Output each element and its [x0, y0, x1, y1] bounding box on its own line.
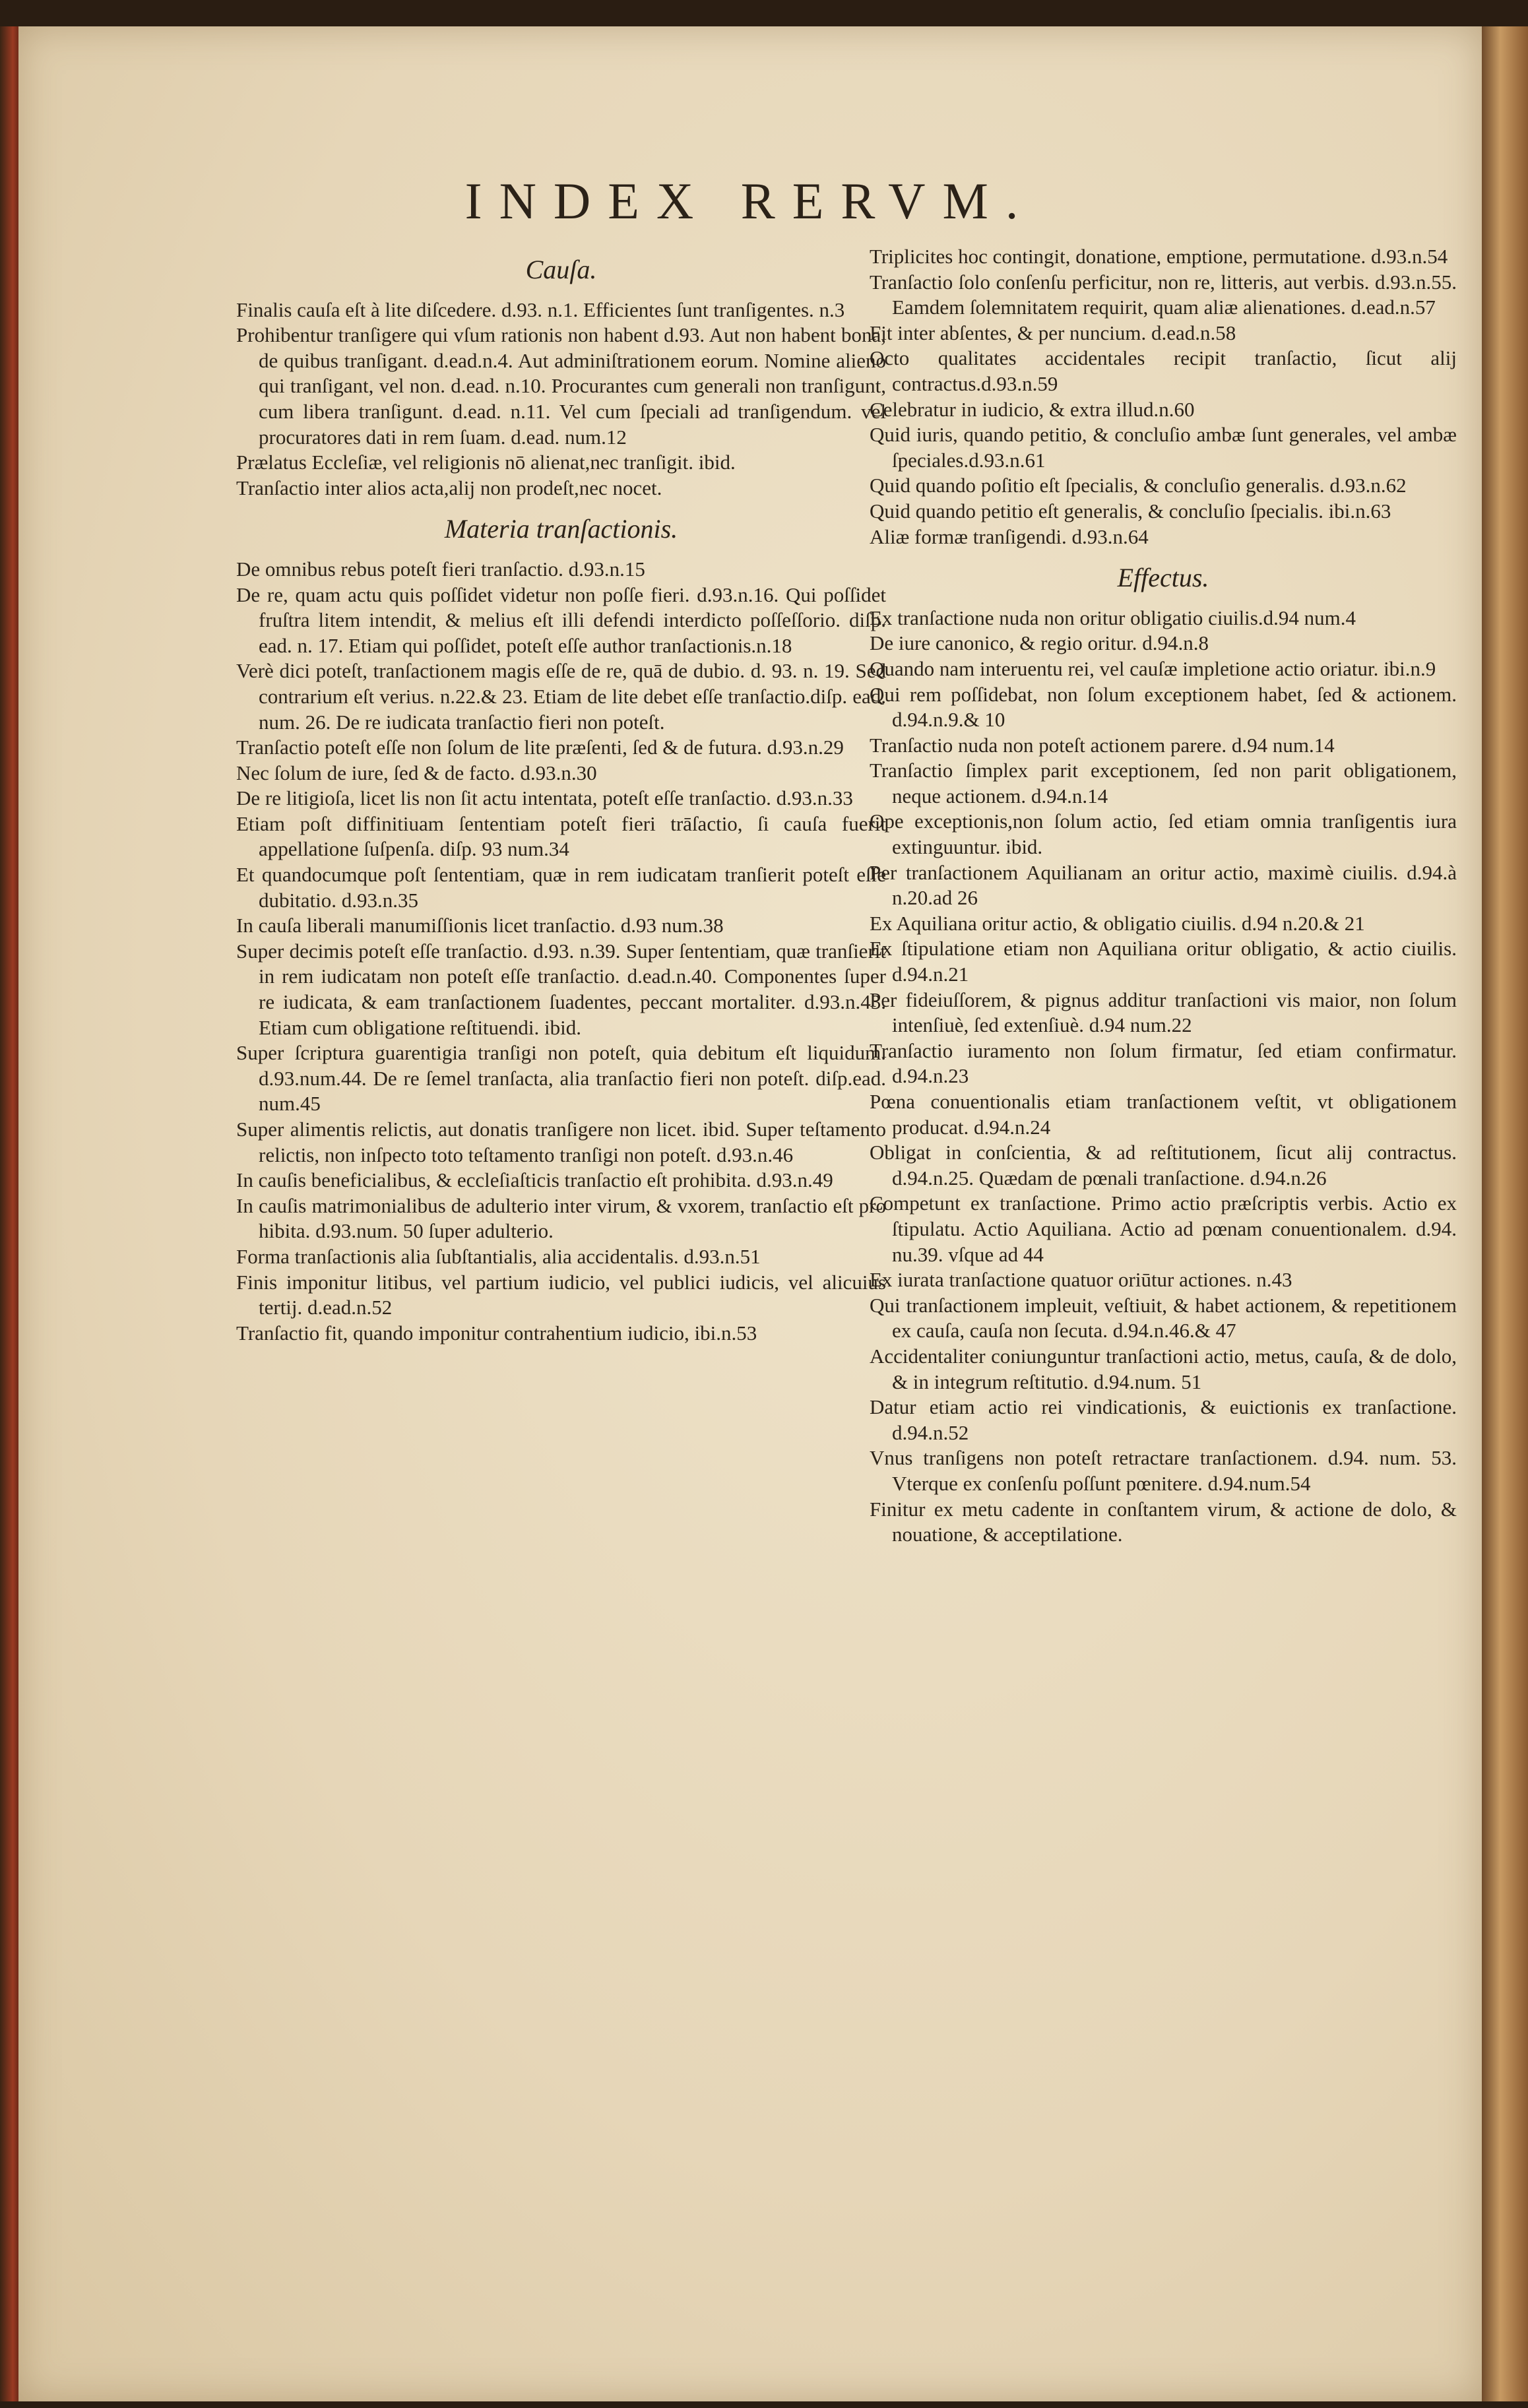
index-entry: Celebratur in iudicio, & extra illud.n.60 [870, 397, 1195, 421]
index-entry: Ex Aquiliana oritur actio, & obligatio ciuilis. d.94 n.20.& 21 [870, 911, 1365, 935]
index-entry: Tranſactio inter alios acta,alij non prodeſt,nec nocet. [236, 476, 662, 499]
book-binding-edge [0, 26, 18, 2401]
index-entry: Quid iuris, quando petitio, & concluſio ambæ ſunt generales, vel ambæ ſpeciales.d.93.n.61 [870, 423, 1457, 472]
index-entry: Per tranſactionem Aquilianam an oritur actio, maximè ciuilis. d.94.à n.20.ad 26 [870, 860, 1457, 910]
index-entry: In cauſa liberali manumiſſionis licet tranſactio. d.93 num.38 [236, 914, 724, 937]
section-heading-effectus: Effectus. [1117, 563, 1209, 593]
index-entry: Super ſcriptura guarentigia tranſigi non poteſt, quia debitum eſt liquidum. d.93.num.44. De re ſemel tranſacta, alia tranſactio fieri non poteſt. diſp.ead. num.45 [236, 1041, 886, 1116]
right-column [870, 244, 1457, 1548]
left-column [236, 244, 886, 1346]
section-heading-materia: Materia tranſactionis. [444, 514, 678, 544]
index-entry: Tranſactio ſimplex parit exceptionem, ſed non parit obligationem, neque actionem. d.94.n.14 [870, 759, 1457, 808]
index-entry: Forma tranſactionis alia ſubſtantialis, alia accidentalis. d.93.n.51 [236, 1244, 761, 1268]
index-entry: Datur etiam actio rei vindicationis, & euictionis ex tranſactione. d.94.n.52 [870, 1395, 1457, 1444]
index-entry: De re litigioſa, licet lis non ſit actu intentata, poteſt eſſe tranſactio. d.93.n.33 [236, 786, 853, 810]
index-entry: Et quandocumque poſt ſententiam, quæ in rem iudicatam tranſierit poteſt eſſe dubitatio. d.93.n.35 [236, 863, 886, 912]
index-entry: Etiam poſt diffinitiuam ſententiam poteſt fieri trāſactio, ſi cauſa fuerit appellatione ſuſpenſa. diſp. 93 num.34 [236, 811, 886, 861]
index-entry: Vnus tranſigens non poteſt retractare tranſactionem. d.94. num. 53. Vterque ex conſenſu poſſunt pœnitere. d.94.num.54 [870, 1446, 1457, 1495]
index-entry: Pœna conuentionalis etiam tranſactionem veſtit, vt obligationem producat. d.94.n.24 [870, 1090, 1457, 1139]
index-entry: Aliæ formæ tranſigendi. d.93.n.64 [870, 524, 1149, 548]
index-entry: De omnibus rebus poteſt fieri tranſactio. d.93.n.15 [236, 557, 645, 581]
index-entry: Super alimentis relictis, aut donatis tranſigere non licet. ibid. Super teſtamento relictis, non inſpecto toto teſtamento tranſigi non poteſt. d.93.n.46 [236, 1118, 886, 1166]
index-entry: Finalis cauſa eſt à lite diſcedere. d.93. n.1. Efficientes ſunt tranſigentes. n.3 [236, 298, 845, 321]
section-heading-causa: Cauſa. [525, 255, 597, 284]
index-entry: Super decimis poteſt eſſe tranſactio. d.93. n.39. Super ſententiam, quæ tranſierit in rem iudicatam non poteſt eſſe tranſactio. d.ead.n.40. Componentes ſuper re iudicata, & eam tranſactionem ſuadentes, peccant mortaliter. d.93.n.43. Etiam cum obligatione reſtituendi. ibid. [236, 939, 886, 1039]
index-entry: Finis imponitur litibus, vel partium iudicio, vel publici iudicis, vel alicuius tertij. d.ead.n.52 [236, 1270, 886, 1319]
index-entry: Qui rem poſſidebat, non ſolum exceptionem habet, ſed & actionem. d.94.n.9.& 10 [870, 682, 1457, 732]
page-title: INDEX RERVM. [464, 172, 1036, 230]
index-entry: Finitur ex metu cadente in conſtantem virum, & actione de dolo, & nouatione, & acceptilatione. [870, 1497, 1457, 1546]
index-entry: Quid quando poſitio eſt ſpecialis, & concluſio generalis. d.93.n.62 [870, 474, 1407, 497]
index-entry: In cauſis matrimonialibus de adulterio inter virum, & vxorem, tranſactio eſt pro hibita. d.93.num. 50 ſuper adulterio. [236, 1193, 886, 1243]
index-entry: Prohibentur tranſigere qui vſum rationis non habent d.93. Aut non habent bona, de quibus tranſigant. d.ead.n.4. Aut adminiſtrationem eorum. Nomine alieno qui tranſigant, vel non. d.ead. n.10. Procurantes cum generali non tranſigunt, cum libera tranſigunt. d.ead. n.11. Vel cum ſpeciali ad tranſigendum. vel procuratores dati in rem ſuam. d.ead. num.12 [236, 323, 886, 449]
effectus-entries [870, 606, 1457, 1548]
index-entry: Ex iurata tranſactione quatuor oriūtur actiones. n.43 [870, 1268, 1292, 1292]
index-entry: In cauſis beneficialibus, & eccleſiaſticis tranſactio eſt prohibita. d.93.n.49 [236, 1168, 833, 1192]
index-entry: Per fideiuſſorem, & pignus additur tranſactioni vis maior, non ſolum intenſiuè, ſed extenſiuè. d.94 num.22 [870, 988, 1457, 1037]
index-entry: Tranſactio ſolo conſenſu perficitur, non re, litteris, aut verbis. d.93.n.55. Eamdem ſolemnitatem requirit, quam aliæ alienationes. d.ead.n.57 [870, 270, 1457, 319]
page-fore-edge [1482, 26, 1528, 2401]
index-entry: Octo qualitates accidentales recipit tranſactio, ſicut alij contractus.d.93.n.59 [870, 346, 1457, 395]
index-entry: Tranſactio fit, quando imponitur contrahentium iudicio, ibi.n.53 [236, 1321, 757, 1345]
index-entry: Competunt ex tranſactione. Primo actio præſcriptis verbis. Actio ex ſtipulatu. Actio Aquiliana. Actio ad pœnam conuentionalem. d.94. nu.39. vſque ad 44 [870, 1191, 1457, 1266]
index-entry: Obligat in conſcientia, & ad reſtitutionem, ſicut alij contractus. d.94.n.25. Quædam de pœnali tranſactione. d.94.n.26 [870, 1141, 1457, 1189]
book-page [18, 26, 1482, 2401]
index-entry: Prælatus Eccleſiæ, vel religionis nō alienat,nec tranſigit. ibid. [236, 451, 736, 474]
index-entry: De iure canonico, & regio oritur. d.94.n.8 [870, 631, 1209, 655]
causa-entries [236, 298, 886, 501]
index-entry: Quando nam interuentu rei, vel cauſæ impletione actio oriatur. ibi.n.9 [870, 656, 1436, 680]
materia-entries [236, 557, 886, 1346]
index-entry: Nec ſolum de iure, ſed & de facto. d.93.n.30 [236, 761, 597, 784]
index-entry: Accidentaliter coniunguntur tranſactioni actio, metus, cauſa, & de dolo, & in integrum reſtitutio. d.94.num. 51 [870, 1344, 1457, 1393]
index-entry: Ex ſtipulatione etiam non Aquiliana oritur obligatio, & actio ciuilis. d.94.n.21 [870, 937, 1457, 986]
index-entry: De re, quam actu quis poſſidet videtur non poſſe fieri. d.93.n.16. Qui poſſidet fruſtra litem intendit, & melius eſt illi defendi interdicto poſſeſſorio. diſp. ead. n. 17. Etiam qui poſſidet, poteſt eſſe author tranſactionis.n.18 [236, 583, 886, 657]
index-entry: Qui tranſactionem impleuit, veſtiuit, & habet actionem, & repetitionem ex cauſa, cauſa non ſecuta. d.94.n.46.& 47 [870, 1293, 1457, 1343]
index-entry: Tranſactio iuramento non ſolum firmatur, ſed etiam confirmatur. d.94.n.23 [870, 1038, 1457, 1088]
index-entry: Quid quando petitio eſt generalis, & concluſio ſpecialis. ibi.n.63 [870, 499, 1391, 523]
forma-continued-entries [870, 244, 1457, 550]
index-entry: Ope exceptionis,non ſolum actio, ſed etiam omnia tranſigentis iura extinguuntur. ibid. [870, 809, 1457, 859]
index-entry: Tranſactio poteſt eſſe non ſolum de lite præſenti, ſed & de futura. d.93.n.29 [236, 736, 844, 759]
index-entry: Triplicites hoc contingit, donatione, emptione, permutatione. d.93.n.54 [870, 245, 1448, 268]
index-entry: Verè dici poteſt, tranſactionem magis eſſe de re, quā de dubio. d. 93. n. 19. Sed contrarium eſt verius. n.22.& 23. Etiam de lite debet eſſe tranſactio.diſp. ead. num. 26. De re iudicata tranſactio fieri non poteſt. [236, 659, 886, 734]
index-entry: Fit inter abſentes, & per nuncium. d.ead.n.58 [870, 321, 1236, 344]
index-entry: Ex tranſactione nuda non oritur obligatio ciuilis.d.94 num.4 [870, 606, 1356, 629]
index-entry: Tranſactio nuda non poteſt actionem parere. d.94 num.14 [870, 733, 1335, 757]
